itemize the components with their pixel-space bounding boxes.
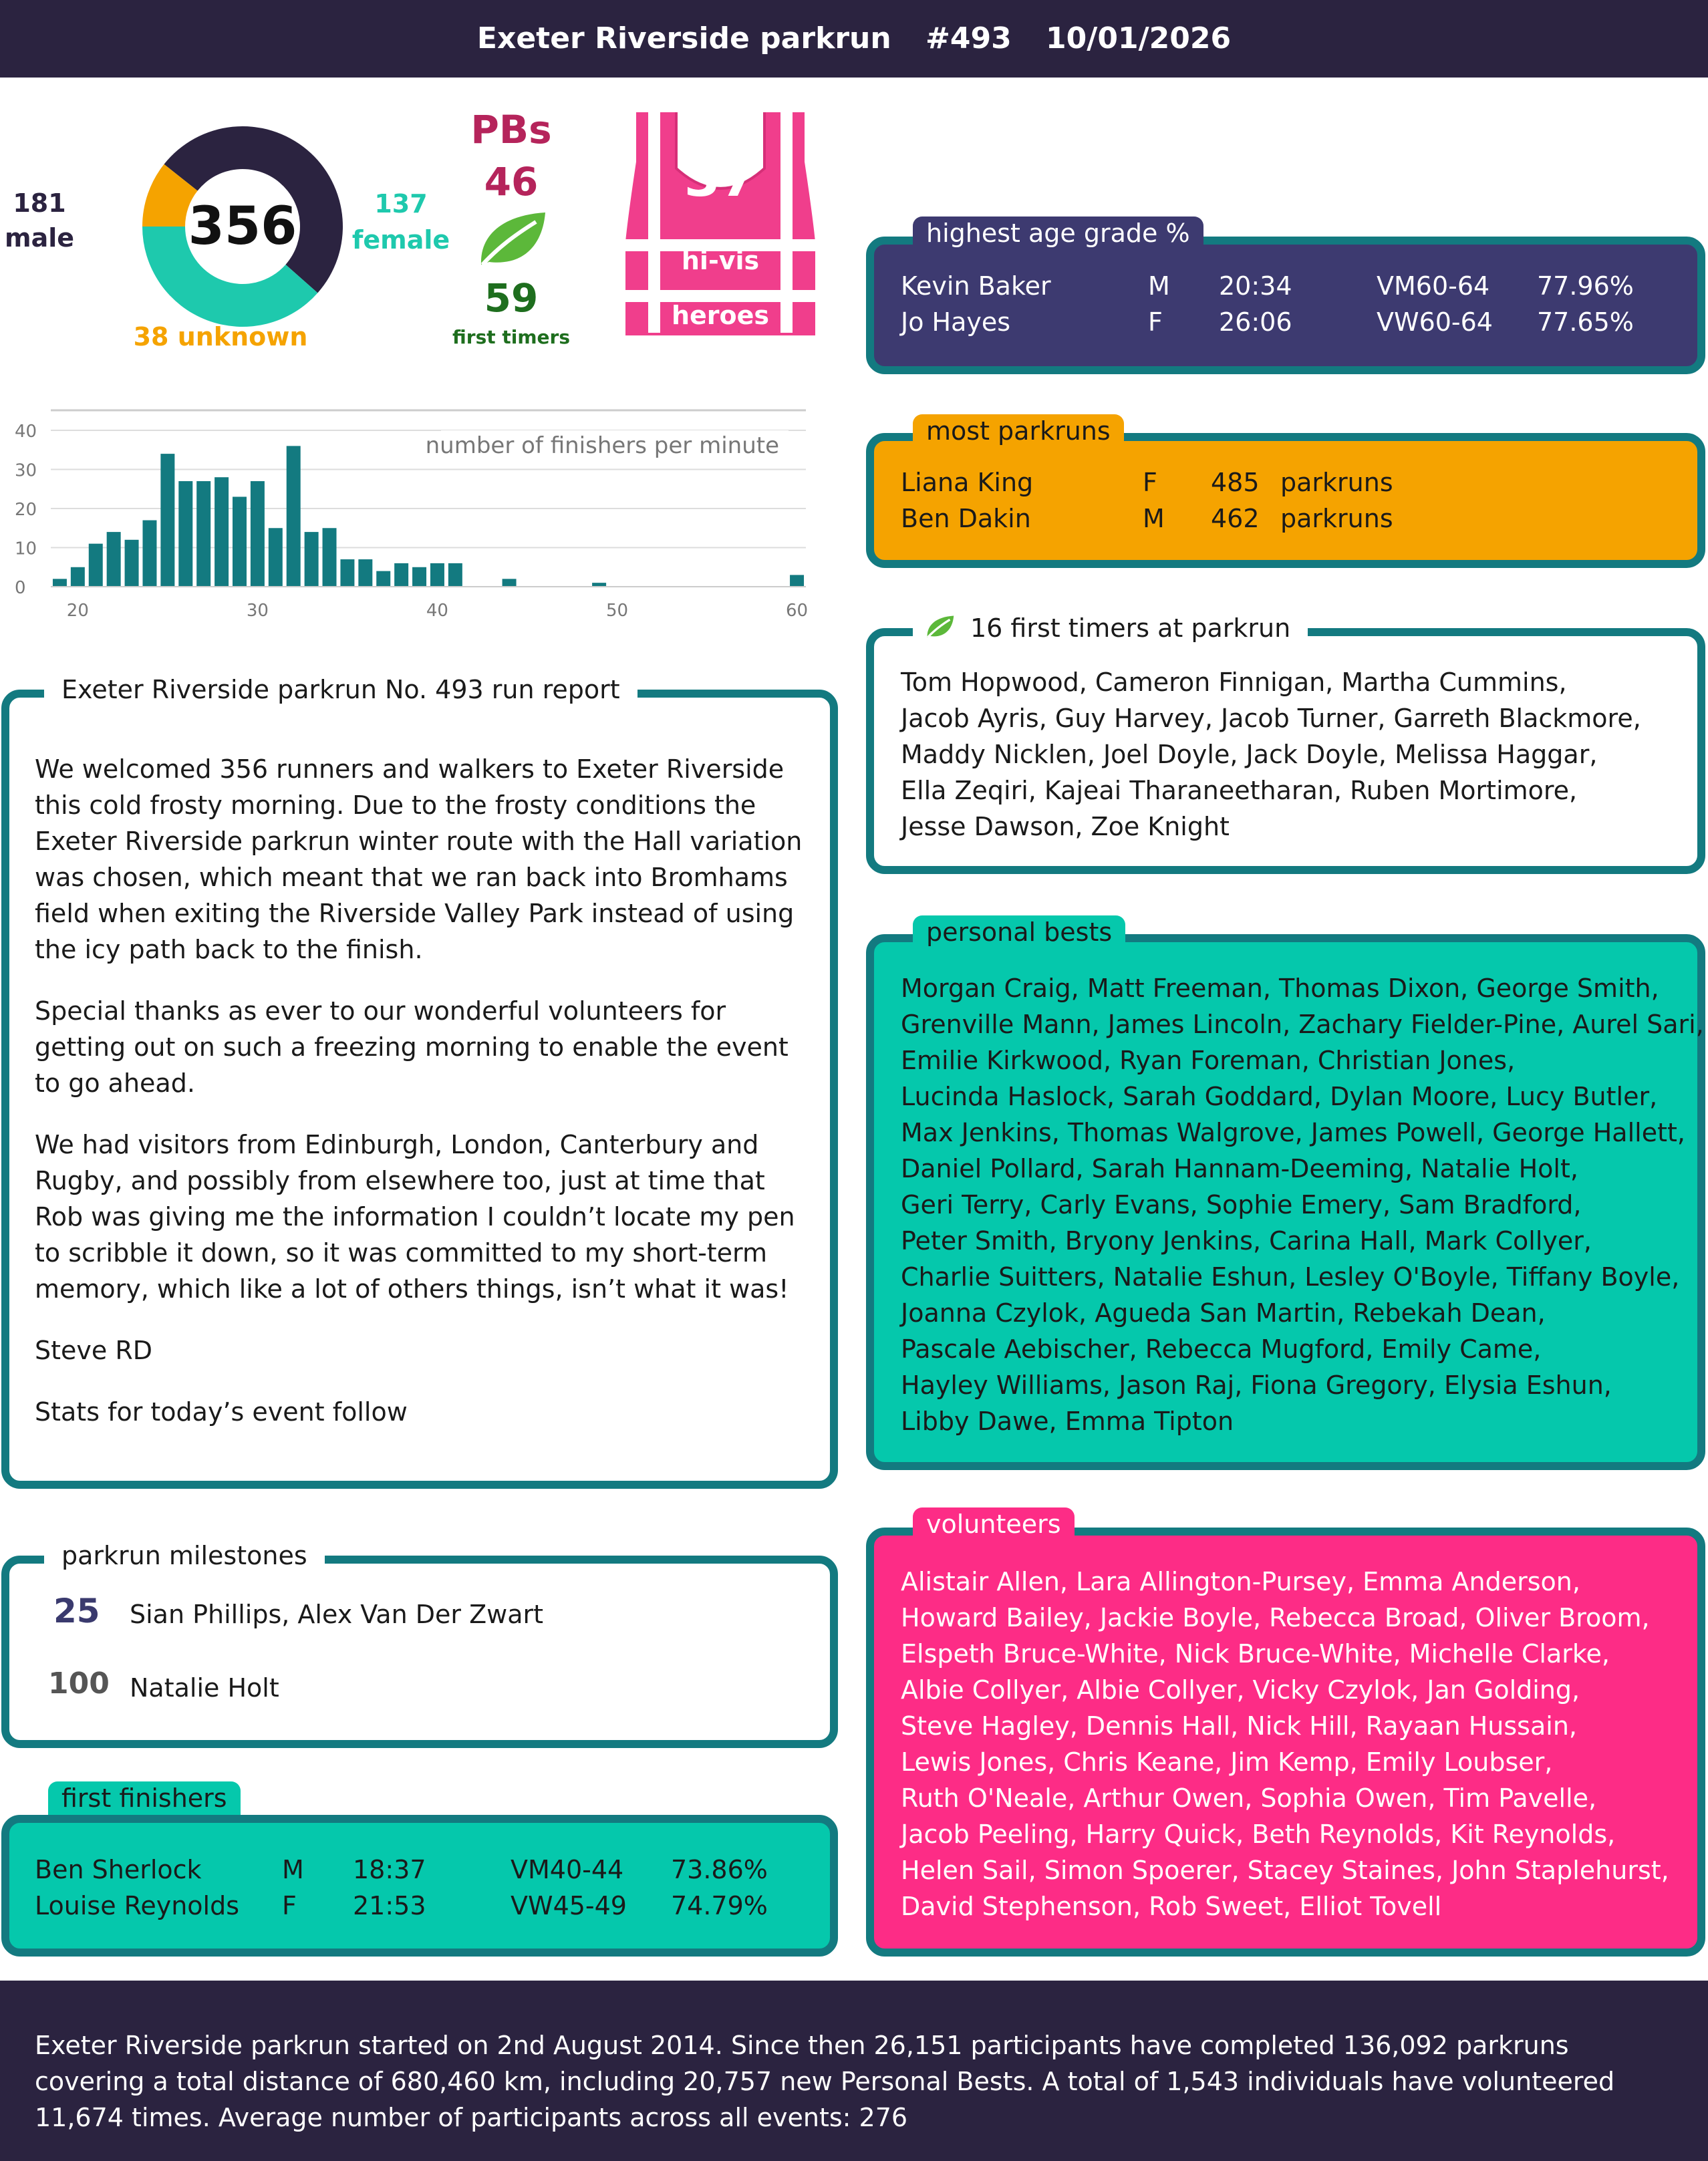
chart-bar — [323, 528, 337, 587]
female-count: 137 — [374, 189, 428, 219]
female-stat — [347, 186, 454, 258]
chart-bar — [89, 544, 103, 587]
first-timers-label: first timers — [452, 326, 570, 348]
personal-best-line: Charlie Suitters, Natalie Eshun, Lesley O'Boyle, Tiffany Boyle, — [901, 1262, 1680, 1292]
most-parkruns-title: most parkruns — [913, 414, 1124, 448]
volunteer-line: Helen Sail, Simon Spoerer, Stacey Staines, John Staplehurst, — [901, 1856, 1669, 1885]
personal-bests-list — [901, 970, 1704, 1439]
most-parkruns-unit: parkruns — [1280, 468, 1393, 497]
footer-summary: Exeter Riverside parkrun started on 2nd August 2014. Since then 26,151 participants have completed 136,092 parkruns covering a total distance of 680,460 km, including 20,757 new Personal Bests. A total of 1,543 individuals have volunteered 11,674 times. Average number of participants across all events: 276 — [35, 2031, 1615, 2132]
age-grade-box — [866, 237, 1705, 374]
volunteer-line: Jacob Peeling, Harry Quick, Beth Reynolds, Kit Reynolds, — [901, 1820, 1616, 1849]
age-grade-time: 26:06 — [1219, 307, 1292, 337]
volunteers-list — [901, 1564, 1669, 1924]
volunteer-line: Elspeth Bruce-White, Nick Bruce-White, Michelle Clarke, — [901, 1639, 1610, 1669]
chart-bar — [251, 481, 265, 587]
age-grade-gender: M — [1148, 271, 1170, 301]
first-finishers-title: first finishers — [48, 1781, 241, 1815]
chart-bar — [178, 481, 192, 587]
personal-best-line: Peter Smith, Bryony Jenkins, Carina Hall, Mark Collyer, — [901, 1226, 1592, 1256]
x-tick-label: 50 — [605, 601, 629, 621]
run-report-title: Exeter Riverside parkrun No. 493 run report — [44, 674, 637, 706]
run-report-text — [35, 751, 810, 1455]
chart-bar — [215, 477, 229, 587]
most-parkruns-unit: parkruns — [1280, 504, 1393, 533]
male-stat — [0, 186, 79, 255]
chart-bar — [305, 532, 319, 587]
y-tick-label: 0 — [15, 578, 26, 598]
hivis-line1: hi-vis — [681, 246, 760, 275]
personal-best-line: Morgan Craig, Matt Freeman, Thomas Dixon, George Smith, — [901, 974, 1659, 1003]
pbs-count: 46 — [484, 159, 539, 204]
first-finishers-grade: 73.86% — [671, 1855, 768, 1884]
milestone-100-names: Natalie Holt — [130, 1673, 279, 1703]
first-finishers-time: 18:37 — [353, 1855, 426, 1884]
first-timer-line: Tom Hopwood, Cameron Finnigan, Martha Cummins, — [901, 668, 1567, 697]
first-finishers-time: 21:53 — [353, 1891, 426, 1920]
x-tick-label: 40 — [426, 601, 448, 621]
milestones-title: parkrun milestones — [44, 1540, 325, 1572]
first-finishers-category: VW45-49 — [511, 1891, 627, 1920]
first-timers-list — [901, 664, 1641, 845]
unknown-stat: 38 unknown — [133, 322, 308, 351]
hivis-count: 37 — [684, 148, 757, 208]
chart-bar — [142, 521, 156, 587]
chart-bar — [412, 567, 426, 587]
chart-bar — [790, 575, 804, 587]
age-grade-category: VW60-64 — [1377, 307, 1493, 337]
volunteer-line: Steve Hagley, Dennis Hall, Nick Hill, Rayaan Hussain, — [901, 1711, 1577, 1741]
small-leaf-icon — [923, 614, 957, 639]
first-timers-count: 59 — [484, 275, 539, 321]
most-parkruns-count: 462 — [1211, 504, 1260, 533]
chart-bar — [376, 571, 390, 587]
first-timer-line: Maddy Nicklen, Joel Doyle, Jack Doyle, Melissa Haggar, — [901, 740, 1598, 769]
age-grade-grade: 77.96% — [1537, 271, 1634, 301]
chart-title: number of finishers per minute — [425, 432, 779, 459]
volunteer-line: Ruth O'Neale, Arthur Owen, Sophia Owen, Tim Pavelle, — [901, 1783, 1597, 1813]
volunteer-line: Howard Bailey, Jackie Boyle, Rebecca Broad, Oliver Broom, — [901, 1603, 1650, 1632]
y-tick-label: 30 — [15, 460, 37, 481]
report-paragraph: Steve RD — [35, 1336, 153, 1365]
chart-bar — [160, 454, 174, 587]
x-tick-label: 30 — [246, 601, 269, 621]
personal-best-line: Lucinda Haslock, Sarah Goddard, Dylan Moore, Lucy Butler, — [901, 1082, 1658, 1111]
chart-bar — [107, 532, 121, 587]
chart-bar — [340, 559, 354, 587]
most-parkruns-name: Ben Dakin — [901, 504, 1031, 533]
first-finishers-gender: F — [282, 1891, 297, 1920]
leaf-icon — [476, 208, 549, 270]
first-finishers-box — [1, 1815, 838, 1957]
milestone-25-names: Sian Phillips, Alex Van Der Zwart — [130, 1600, 544, 1629]
event-number: #493 — [926, 21, 1012, 55]
age-grade-title: highest age grade % — [913, 217, 1203, 250]
chart-bar — [448, 563, 462, 587]
chart-bar — [196, 481, 210, 587]
volunteer-line: David Stephenson, Rob Sweet, Elliot Tovell — [901, 1892, 1442, 1921]
first-timer-line: Ella Zeqiri, Kajeai Tharaneetharan, Ruben Mortimore, — [901, 776, 1578, 805]
milestone-100-badge-icon: 100 — [48, 1667, 110, 1701]
chart-bar — [125, 540, 139, 587]
personal-bests-title: personal bests — [913, 915, 1125, 949]
chart-bar — [503, 579, 517, 587]
volunteer-line: Albie Collyer, Albie Collyer, Vicky Czylok, Jan Golding, — [901, 1675, 1580, 1705]
chart-bar — [358, 559, 372, 587]
report-paragraph: Special thanks as ever to our wonderful volunteers for getting out on such a freezing morning to enable the event to go ahead. — [35, 996, 789, 1098]
most-parkruns-count: 485 — [1211, 468, 1260, 497]
age-grade-gender: F — [1148, 307, 1163, 337]
hivis-line2: heroes — [671, 301, 770, 330]
first-timer-line: Jacob Ayris, Guy Harvey, Jacob Turner, Garreth Blackmore, — [901, 704, 1641, 733]
chart-bar — [287, 446, 301, 587]
age-grade-category: VM60-64 — [1377, 271, 1490, 301]
chart-bar — [233, 496, 247, 587]
personal-best-line: Hayley Williams, Jason Raj, Fiona Gregory, Elysia Eshun, — [901, 1371, 1612, 1400]
age-grade-name: Jo Hayes — [901, 307, 1011, 337]
y-tick-label: 40 — [15, 422, 37, 442]
x-tick-label: 20 — [66, 601, 89, 621]
page-footer — [0, 1981, 1708, 2161]
first-finishers-category: VM40-44 — [511, 1855, 624, 1884]
chart-bar — [53, 579, 67, 587]
chart-bar — [394, 563, 408, 587]
age-grade-name: Kevin Baker — [901, 271, 1051, 301]
event-name: Exeter Riverside parkrun — [476, 21, 891, 55]
finishers-per-minute-chart — [0, 397, 822, 624]
personal-best-line: Max Jenkins, Thomas Walgrove, James Powell, George Hallett, — [901, 1118, 1685, 1147]
y-tick-label: 10 — [15, 539, 37, 559]
chart-bar — [430, 563, 444, 587]
volunteers-title: volunteers — [913, 1507, 1075, 1541]
first-timers-title-wrap — [913, 612, 1308, 644]
first-timers-title: 16 first timers at parkrun — [970, 613, 1291, 643]
first-finishers-name: Ben Sherlock — [35, 1855, 202, 1884]
first-finishers-name: Louise Reynolds — [35, 1891, 240, 1920]
pbs-label: PBs — [470, 107, 552, 152]
y-tick-label: 20 — [15, 500, 37, 520]
volunteer-line: Lewis Jones, Chris Keane, Jim Kemp, Emily Loubser, — [901, 1747, 1553, 1777]
report-paragraph: We welcomed 356 runners and walkers to Exeter Riverside this cold frosty morning. Due to the frosty conditions the Exeter Riverside parkrun winter route with the Hall variation was chosen, which meant that we ran back into Bromhams field when exiting the Riverside Valley Park instead of using the icy path back to the finish. — [35, 754, 803, 964]
report-paragraph: Stats for today’s event follow — [35, 1397, 408, 1427]
female-label: female — [351, 225, 450, 255]
x-tick-label: 60 — [786, 601, 809, 621]
gender-donut-chart — [140, 124, 345, 329]
event-date: 10/01/2026 — [1046, 21, 1232, 55]
personal-best-line: Emilie Kirkwood, Ryan Foreman, Christian Jones, — [901, 1046, 1516, 1075]
personal-best-line: Joanna Czylok, Agueda San Martin, Rebekah Dean, — [901, 1298, 1546, 1328]
page-header — [0, 0, 1708, 78]
milestone-25-badge-icon: 25 — [53, 1592, 100, 1630]
volunteer-line: Alistair Allen, Lara Allington-Pursey, Emma Anderson, — [901, 1567, 1580, 1596]
most-parkruns-gender: F — [1143, 468, 1157, 497]
milestones-box — [1, 1556, 838, 1748]
chart-bar — [269, 528, 283, 587]
personal-best-line: Libby Dawe, Emma Tipton — [901, 1407, 1234, 1436]
personal-best-line: Pascale Aebischer, Rebecca Mugford, Emily Came, — [901, 1334, 1542, 1364]
personal-best-line: Geri Terry, Carly Evans, Sophie Emery, Sam Bradford, — [901, 1190, 1582, 1219]
personal-best-line: Grenville Mann, James Lincoln, Zachary Fielder-Pine, Aurel Sari, — [901, 1010, 1704, 1039]
first-finishers-gender: M — [282, 1855, 304, 1884]
age-grade-grade: 77.65% — [1537, 307, 1634, 337]
personal-best-line: Daniel Pollard, Sarah Hannam-Deeming, Natalie Holt, — [901, 1154, 1578, 1183]
age-grade-time: 20:34 — [1219, 271, 1292, 301]
male-label: male — [4, 223, 75, 253]
first-finishers-grade: 74.79% — [671, 1891, 768, 1920]
chart-bar — [71, 567, 85, 587]
most-parkruns-box — [866, 433, 1705, 568]
report-paragraph: We had visitors from Edinburgh, London, Canterbury and Rugby, and possibly from elsewhere too, just at time that Rob was giving me the information I couldn’t locate my pen to scribble it down, so it was committed to my short-term memory, which like a lot of others things, isn’t what it was! — [35, 1130, 795, 1304]
total-finishers: 356 — [188, 196, 297, 257]
male-count: 181 — [13, 188, 66, 218]
most-parkruns-name: Liana King — [901, 468, 1034, 497]
first-timer-line: Jesse Dawson, Zoe Knight — [901, 812, 1230, 841]
most-parkruns-gender: M — [1143, 504, 1165, 533]
